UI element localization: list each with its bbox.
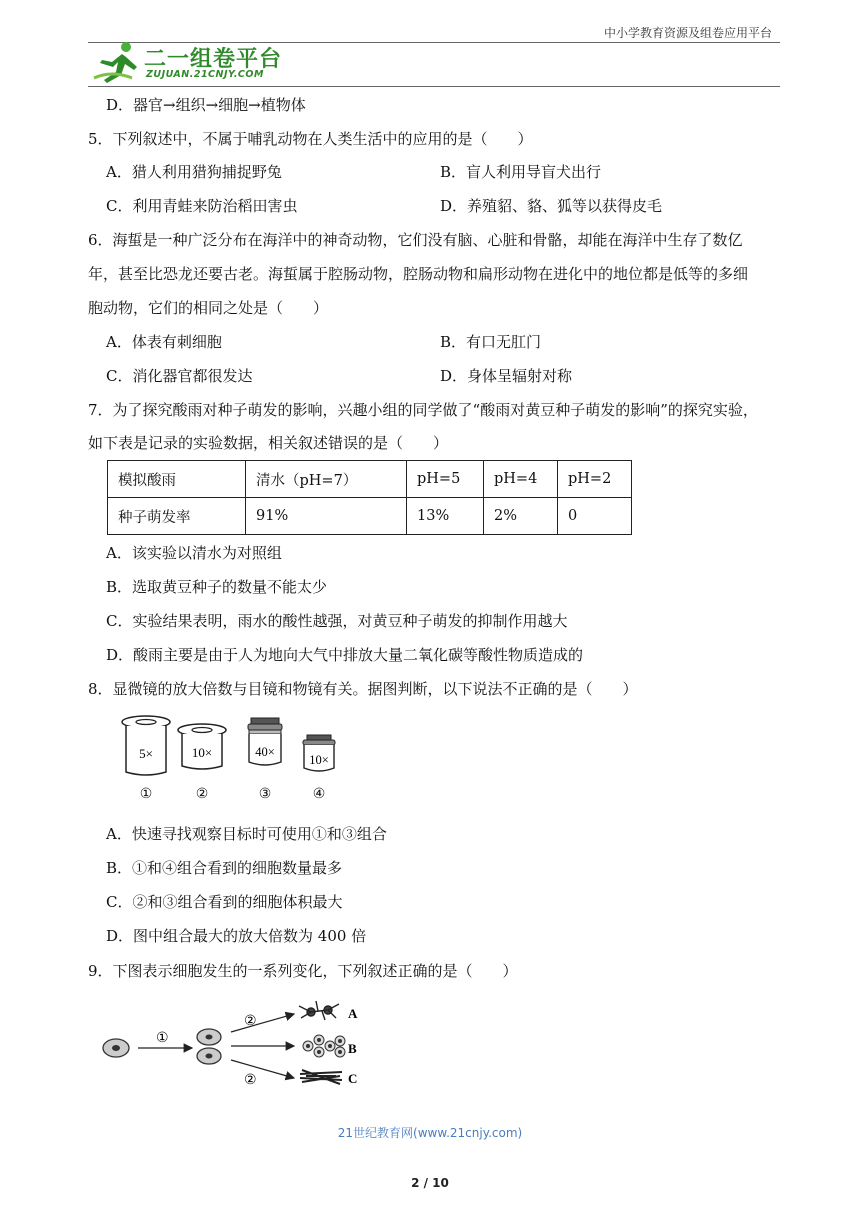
neuron-tissue-icon <box>299 1001 339 1020</box>
objective-40x-icon <box>245 716 285 772</box>
runner-logo-icon <box>92 40 142 84</box>
q8-option-a: A．快速寻找观察目标时可使用①和③组合 <box>106 825 387 843</box>
table-cell: 模拟酸雨 <box>108 461 246 498</box>
footer-site: 21世纪教育网(www.21cnjy.com) <box>337 1126 523 1140</box>
q9-stem: 9．下图表示细胞发生的一系列变化，下列叙述正确的是（ ） <box>88 962 518 980</box>
objective-10x-icon <box>299 734 339 776</box>
q8-option-d: D．图中组合最大的放大倍数为 400 倍 <box>106 927 367 945</box>
scope-label: 10× <box>191 745 213 760</box>
muscle-tissue-icon <box>300 1070 342 1084</box>
table-cell: 13% <box>407 498 484 535</box>
q5-stem: 5．下列叙述中，不属于哺乳动物在人类生活中的应用的是（ ） <box>88 130 533 148</box>
q7-option-c: C．实验结果表明，雨水的酸性越强，对黄豆种子萌发的抑制作用越大 <box>106 612 568 630</box>
table-cell: 2% <box>484 498 558 535</box>
arrow-label-3: ② <box>244 1073 257 1088</box>
round-cell-tissue-icon <box>303 1035 345 1057</box>
table-cell: 91% <box>246 498 407 535</box>
logo-text: 二一组卷平台 <box>144 47 283 72</box>
single-cell-icon <box>103 1039 129 1057</box>
eyepiece-5x-icon <box>118 714 174 780</box>
cell-label-a: A <box>348 1006 358 1021</box>
q4-option-d: D．器官→组织→细胞→植物体 <box>106 96 306 114</box>
q6-stem-line1: 6．海蜇是一种广泛分布在海洋中的神奇动物，它们没有脑、心脏和骨骼，却能在海洋中生存了数亿 <box>88 231 743 249</box>
platform-name: 中小学教育资源及组卷应用平台 <box>603 26 772 40</box>
cell-change-diagram <box>96 996 376 1096</box>
header-divider-bottom <box>88 86 780 87</box>
table-cell: 0 <box>558 498 632 535</box>
scope-number: ② <box>195 786 209 802</box>
q6-stem-line3: 胞动物，它们的相同之处是（ ） <box>88 299 329 317</box>
q7-stem-line1: 7．为了探究酸雨对种子萌发的影响，兴趣小组的同学做了“酸雨对黄豆种子萌发的影响”的探究实验， <box>88 401 758 419</box>
q6-stem-line2: 年，甚至比恐龙还要古老。海蜇属于腔肠动物，腔肠动物和扁形动物在进化中的地位都是低等的多细 <box>88 265 749 283</box>
q5-option-b: B．盲人利用导盲犬出行 <box>440 163 602 181</box>
scope-label: 40× <box>255 745 275 759</box>
q5-option-d: D．养殖貂、貉、狐等以获得皮毛 <box>440 197 663 215</box>
q6-option-a: A．体表有刺细胞 <box>106 333 222 351</box>
page-number: 2 / 10 <box>411 1176 449 1190</box>
divided-cells-icon <box>197 1029 221 1064</box>
q8-stem: 8．显微镜的放大倍数与目镜和物镜有关。据图判断，以下说法不正确的是（ ） <box>88 680 638 698</box>
table-cell: pH=5 <box>407 461 484 498</box>
table-row <box>108 498 632 535</box>
q6-option-c: C．消化器官都很发达 <box>106 367 253 385</box>
q7-stem-line2: 如下表是记录的实验数据，相关叙述错误的是（ ） <box>88 434 449 452</box>
q7-option-d: D．酸雨主要是由于人为地向大气中排放大量二氧化碳等酸性物质造成的 <box>106 646 584 664</box>
q8-option-b: B．①和④组合看到的细胞数量最多 <box>106 859 343 877</box>
scope-label: 10× <box>309 753 329 767</box>
scope-number: ③ <box>258 786 272 802</box>
q5-option-c: C．利用青蛙来防治稻田害虫 <box>106 197 298 215</box>
q7-option-b: B．选取黄豆种子的数量不能太少 <box>106 578 328 596</box>
table-cell: pH=4 <box>484 461 558 498</box>
arrow-label-1: ① <box>156 1031 169 1046</box>
cell-label-b: B <box>348 1041 357 1056</box>
q6-option-d: D．身体呈辐射对称 <box>440 367 573 385</box>
scope-label: 5× <box>139 746 153 761</box>
arrow-label-2: ② <box>244 1014 257 1029</box>
logo-subtext: ZUJUAN.21CNJY.COM <box>146 69 264 80</box>
table-cell: 种子萌发率 <box>108 498 246 535</box>
cell-label-c: C <box>348 1071 358 1086</box>
table-row <box>108 461 632 498</box>
q8-option-c: C．②和③组合看到的细胞体积最大 <box>106 893 343 911</box>
q6-option-b: B．有口无肛门 <box>440 333 542 351</box>
q7-option-a: A．该实验以清水为对照组 <box>106 544 282 562</box>
experiment-table <box>107 460 632 535</box>
scope-number: ① <box>139 786 153 802</box>
scope-number: ④ <box>312 786 326 802</box>
eyepiece-10x-icon <box>174 722 230 774</box>
q5-option-a: A．猎人利用猎狗捕捉野兔 <box>106 163 282 181</box>
table-cell: pH=2 <box>558 461 632 498</box>
logo <box>92 40 292 84</box>
table-cell: 清水（pH=7） <box>246 461 407 498</box>
